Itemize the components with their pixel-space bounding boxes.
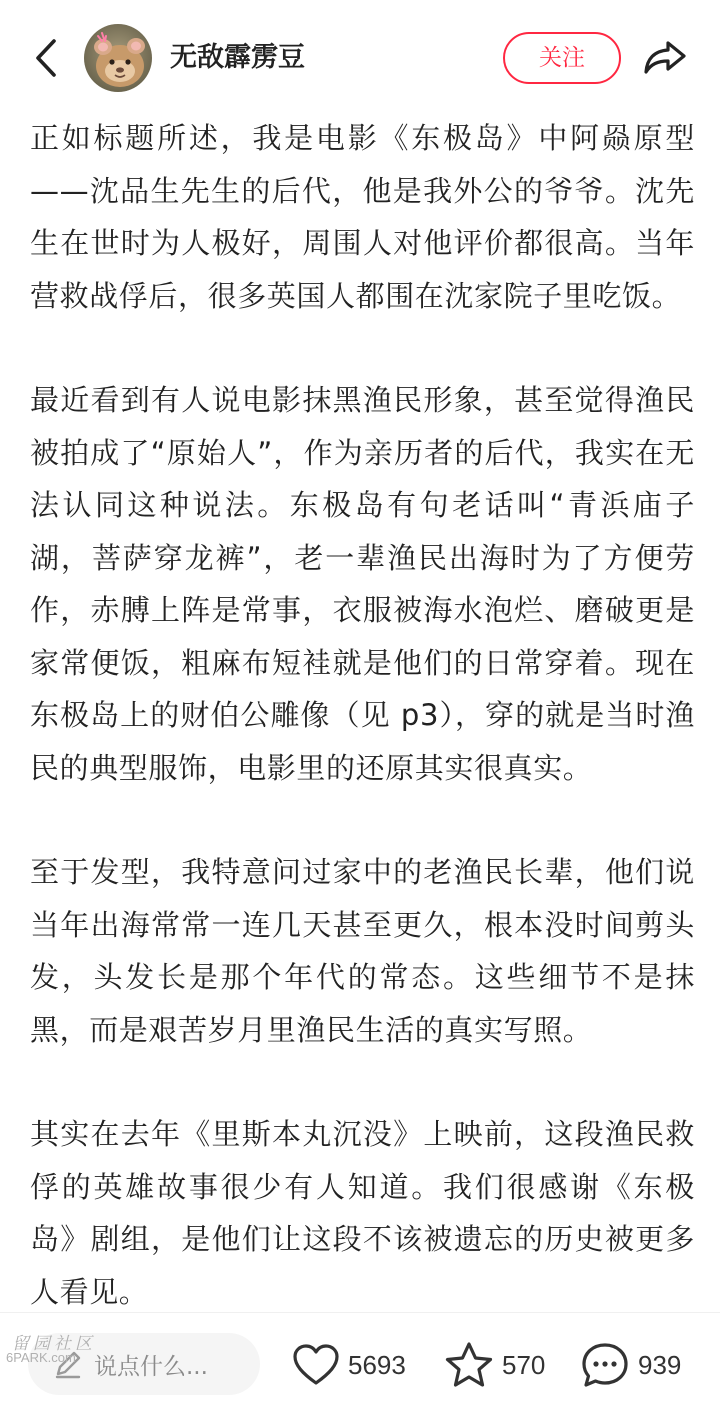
star-icon <box>444 1341 494 1389</box>
favorite-count: 570 <box>502 1349 546 1380</box>
follow-button[interactable]: 关注 <box>503 32 621 84</box>
watermark-cn: 留园社区 <box>12 1334 96 1354</box>
username[interactable]: 无敌霹雳豆 <box>170 42 305 73</box>
comment-bubble-icon <box>580 1341 630 1389</box>
comment-button[interactable] <box>580 1335 681 1395</box>
comment-input[interactable] <box>28 1333 260 1395</box>
post-paragraph: 其实在去年《里斯本丸沉没》上映前，这段渔民救俘的英雄故事很少有人知道。我们很感谢《东极岛》剧组，是他们让这段不该被遗忘的历史被更多人看见。 <box>30 1117 695 1309</box>
back-button[interactable] <box>26 36 66 80</box>
heart-icon <box>292 1343 340 1387</box>
post-paragraph: 最近看到有人说电影抹黑渔民形象，甚至觉得渔民被拍成了“原始人”，作为亲历者的后代，我实在无法认同这种说法。东极岛有句老话叫“青浜庙子湖，菩萨穿龙裤”，老一辈渔民出海时为了方便劳作，赤膊上阵是常事，衣服被海水泡烂、磨破更是家常便饭，粗麻布短袿就是他们的日常穿着。现在东极岛上的财伯公雕像（见 p3），穿的就是当时渔民的典型服饰，电影里的还原其实很真实。 <box>30 383 695 785</box>
avatar[interactable] <box>84 24 152 92</box>
comment-count: 939 <box>638 1349 682 1380</box>
favorite-button[interactable] <box>444 1335 545 1395</box>
like-button[interactable] <box>292 1335 406 1395</box>
bottom-action-bar <box>0 1312 720 1428</box>
post-paragraph: 正如标题所述，我是电影《东极岛》中阿赑原型——沈品生先生的后代，他是我外公的爷爷。沈先生在世时为人极好，周围人对他评价都很高。当年营救战俘后，很多英国人都围在沈家院子里吃饭。 <box>30 121 695 313</box>
like-count: 5693 <box>348 1349 406 1380</box>
top-bar <box>0 0 720 115</box>
post-body <box>30 112 695 1370</box>
comment-placeholder: 说点什么... <box>94 1353 208 1380</box>
avatar-image <box>84 24 152 92</box>
share-arrow-icon <box>643 39 687 75</box>
watermark-en: 6PARK.com <box>6 1350 76 1365</box>
share-button[interactable] <box>640 34 690 80</box>
pencil-icon <box>48 1344 88 1384</box>
post-paragraph: 至于发型，我特意问过家中的老渔民长辈，他们说当年出海常常一连几天甚至更久，根本没时间剪头发，头发长是那个年代的常态。这些细节不是抹黑，而是艰苦岁月里渔民生活的真实写照。 <box>30 855 695 1047</box>
chevron-left-icon <box>34 38 58 78</box>
